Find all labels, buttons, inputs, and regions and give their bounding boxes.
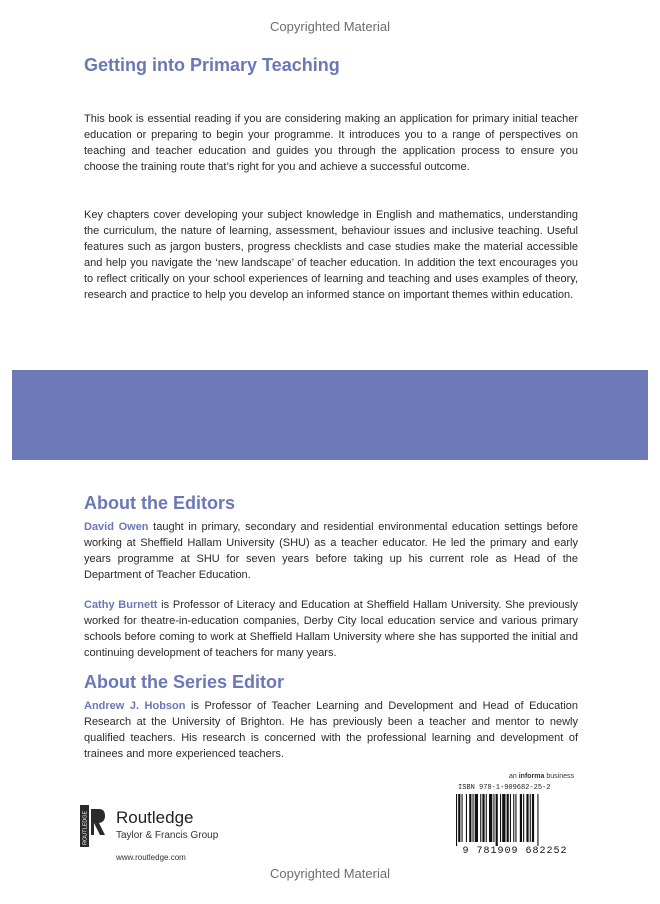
barcode-bar [502, 794, 505, 842]
barcode-bar [513, 794, 514, 842]
editor-bio-david-owen [84, 519, 578, 583]
about-series-editor-heading: About the Series Editor [84, 672, 285, 692]
copyright-watermark-top: Copyrighted Material [270, 19, 390, 34]
barcode-bar [489, 794, 492, 842]
editor-name: Cathy Burnett [84, 599, 158, 611]
barcode-bar [466, 794, 467, 842]
barcode-bar [523, 794, 524, 842]
editor-bio-text: is Professor of Literacy and Education at Sheffield Hallam University. She previously worked for theatre-in-education companies, Derby City local education service and various primary schools before coming to work at Sheffield Hallam University where she has supported the initial and continuing development of teachers for many years. [84, 599, 578, 659]
about-editors-heading: About the Editors [84, 493, 235, 513]
barcode-bar [475, 794, 478, 842]
barcode-digits: 9 781909 682252 [462, 846, 568, 857]
barcode-bar [482, 794, 484, 842]
barcode-bar [456, 794, 457, 846]
publisher-group: Taylor & Francis Group [116, 830, 219, 841]
barcode-bar [515, 794, 516, 842]
barcode-bar [473, 794, 474, 842]
series-editor-name: Andrew J. Hobson [84, 700, 186, 712]
series-editor-bio-text: is Professor of Teacher Learning and Development and Head of Education Research at the University of Brighton. He has previously been a teacher and mentor to newly qualified teachers. His research is concerned with the professional learning and development of trainees and more experienced teachers. [84, 700, 578, 760]
publisher-name: Routledge [116, 808, 194, 827]
copyright-watermark-bottom: Copyrighted Material [270, 866, 390, 881]
barcode-bar [458, 794, 460, 842]
decorative-band [12, 370, 648, 460]
barcode-bar [469, 794, 471, 842]
editor-bio-cathy-burnett [84, 597, 578, 661]
publisher-url[interactable]: www.routledge.com [116, 853, 186, 862]
barcode-bar [496, 794, 498, 846]
blurb-paragraph-2: Key chapters cover developing your subject knowledge in English and mathematics, understanding the curriculum, the nature of learning, assessment, behaviour issues and inclusive teaching. Useful features such as jargon busters, progress checklists and case studies make the material accessible and help you navigate the ‘new landscape’ of teacher education. In addition the text encourages you to reflect critically on your school experiences of learning and teaching and uses examples of theory, research and practice to help you develop an informed stance on important themes within education. [84, 209, 578, 301]
editor-name: David Owen [84, 521, 149, 533]
barcode-bar [532, 794, 534, 842]
routledge-logo-icon [80, 805, 106, 847]
barcode-bar [537, 794, 538, 846]
barcode-bar [520, 794, 522, 842]
barcode-bar [462, 794, 463, 842]
logo-vertical-text: ROUTLEDGE [82, 810, 89, 845]
barcode-bar [493, 794, 494, 842]
series-editor-bio [84, 698, 578, 762]
barcode-bar [526, 794, 528, 842]
editor-bio-text: taught in primary, secondary and residential environmental education settings before working at Sheffield Hallam University (SHU) as a teacher educator. He led the primary and early years programme at SHU for seven years before taking up his current role as Head of the Department of Teacher Education. [84, 521, 578, 581]
isbn-label: ISBN 978-1-909682-25-2 [458, 784, 551, 792]
barcode-bar [480, 794, 481, 842]
blurb-paragraph-1: This book is essential reading if you are considering making an application for primary initial teacher education or preparing to begin your programme. It introduces you to a range of perspectives on teaching and teacher education and guides you through the application process to ensure you choose the training route that’s right for you and achieve a successful outcome. [84, 113, 578, 173]
informa-business-label: an informa business [509, 773, 574, 780]
barcode-bars [456, 794, 574, 846]
barcode-bar [510, 794, 511, 842]
barcode-bar [530, 794, 531, 842]
book-title: Getting into Primary Teaching [84, 55, 340, 75]
isbn-barcode [450, 782, 580, 860]
barcode-bar [507, 794, 509, 842]
barcode-bar [500, 794, 501, 842]
barcode-bar [486, 794, 487, 842]
